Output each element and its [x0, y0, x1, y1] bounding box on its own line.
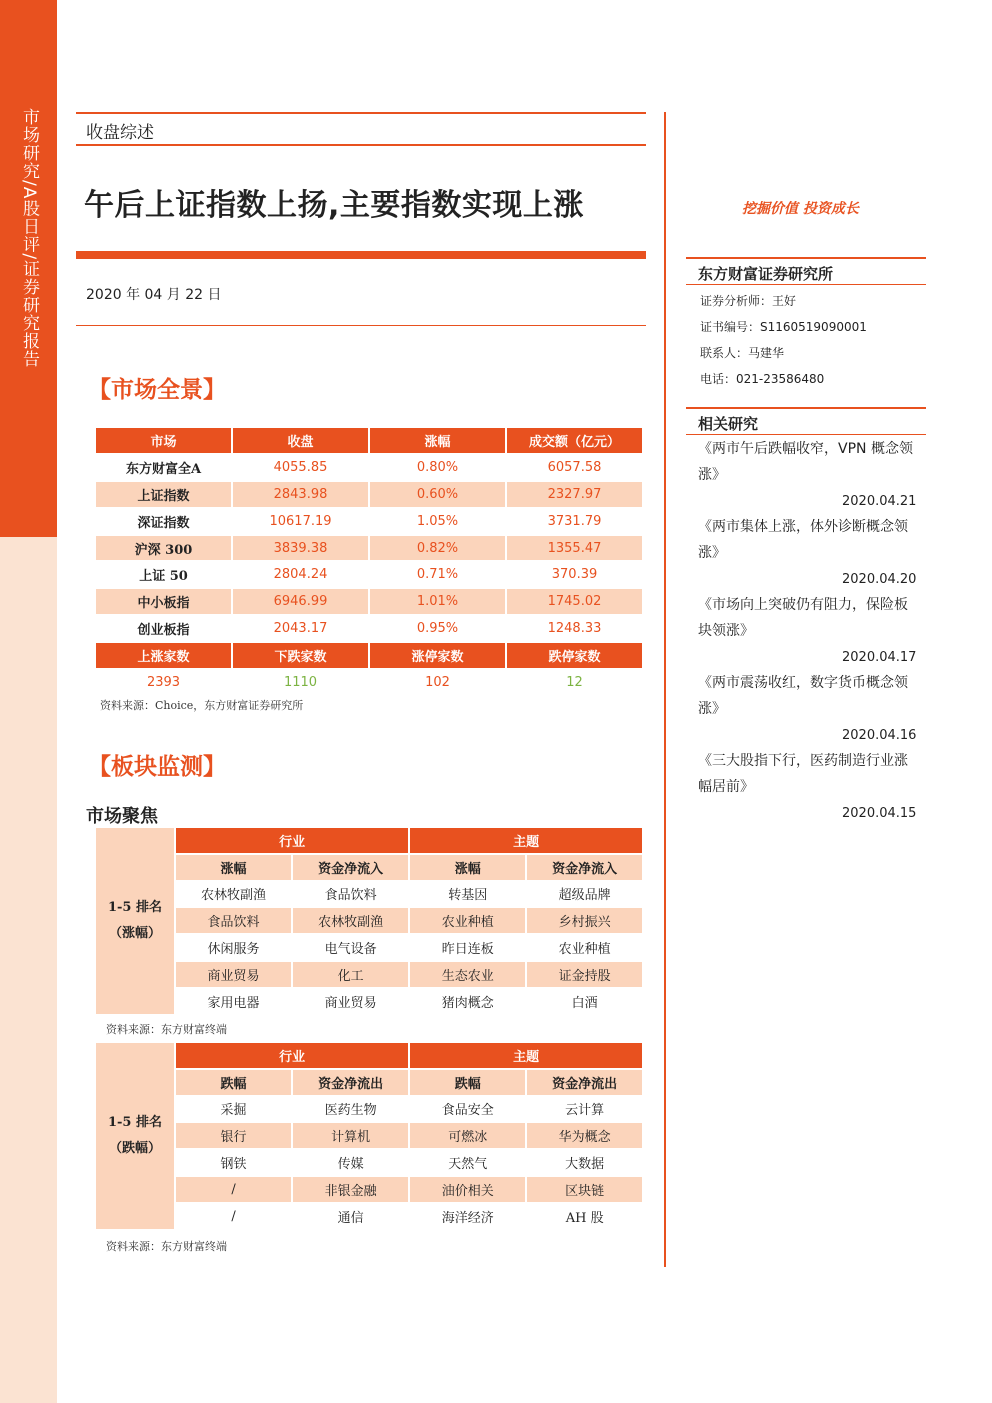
- related-report-date: 2020.04.16: [842, 728, 917, 743]
- slogan: 挖掘价值 投资成长: [742, 201, 859, 217]
- header-top-rule: [76, 112, 646, 114]
- decliners-count: 1110: [283, 674, 318, 690]
- table-cell: 医药生物: [324, 1103, 377, 1119]
- header-category-rule: [76, 144, 646, 146]
- subheader-cell: 资金净流入: [527, 855, 642, 880]
- index-name: 东方财富全A: [125, 461, 202, 477]
- table-cell: 家用电器: [207, 995, 260, 1011]
- table-cell: 商业贸易: [176, 962, 291, 987]
- phone: 电话：021-23586480: [700, 372, 825, 386]
- table-cell: 白酒: [571, 995, 598, 1011]
- table-cell: 大数据: [565, 1157, 605, 1173]
- subheader-cell: 涨幅: [176, 855, 291, 880]
- group-header-industry: 行业: [176, 828, 408, 853]
- advancers-count: 2393: [146, 674, 181, 690]
- contact: 联系人：马建华: [700, 346, 785, 360]
- stat-header: 涨停家数: [370, 643, 505, 668]
- index-volume: 3731.79: [547, 513, 602, 529]
- sector-monitor-title: 【板块监测】: [88, 753, 226, 780]
- table-cell: 天然气: [448, 1157, 488, 1173]
- table-cell: 化工: [293, 962, 408, 987]
- header-cell: 成交额（亿元）: [507, 428, 642, 453]
- column-divider: [664, 112, 666, 1267]
- table-cell: 采掘: [220, 1103, 247, 1119]
- table-row: [96, 1204, 642, 1229]
- related-report-link[interactable]: 《市场向上突破仍有阻力，保险板块领涨》: [698, 597, 908, 639]
- limit-down-count: 12: [566, 674, 583, 690]
- rank-label-sub: （跌幅）: [108, 1140, 161, 1156]
- table-row: [96, 989, 642, 1014]
- table-cell: 农业种植: [558, 942, 611, 958]
- table-cell: /: [231, 1208, 236, 1224]
- index-change: 0.82%: [370, 536, 505, 561]
- table-row: [96, 962, 642, 987]
- index-name: 深证指数: [137, 515, 190, 531]
- related-bottom-rule: [686, 434, 926, 435]
- index-volume: 1248.33: [547, 621, 602, 637]
- table-header-row: [96, 428, 642, 453]
- index-change: 1.05%: [416, 513, 459, 529]
- report-title: 午后上证指数上扬,主要指数实现上涨: [84, 188, 584, 223]
- table-cell: 华为概念: [527, 1123, 642, 1148]
- index-close: 4055.85: [273, 459, 328, 475]
- related-report-link[interactable]: 《两市集体上涨，体外诊断概念领涨》: [698, 519, 908, 561]
- table-cell: 食品饮料: [324, 888, 377, 904]
- table-cell: 超级品牌: [558, 888, 611, 904]
- index-volume: 1355.47: [507, 536, 642, 561]
- sector-gainers-table: [94, 826, 644, 1016]
- subheader-cell: 跌幅: [176, 1070, 291, 1095]
- index-close: 2043.17: [273, 621, 328, 637]
- related-report-date: 2020.04.17: [842, 650, 917, 665]
- rank-label-cell: [96, 828, 174, 1014]
- index-name: 中小板指: [96, 589, 231, 614]
- table-row: [96, 1097, 642, 1122]
- cert-number: 证书编号：S1160519090001: [700, 320, 867, 334]
- group-header-theme: 主题: [410, 828, 642, 853]
- table-cell: AH 股: [565, 1210, 604, 1226]
- table-row: [96, 482, 642, 507]
- subheader-cell: 资金净流入: [293, 855, 408, 880]
- table-cell: 休闲服务: [207, 942, 260, 958]
- table-row: [96, 908, 642, 933]
- index-name: 上证指数: [96, 482, 231, 507]
- related-report-link[interactable]: 《三大股指下行，医药制造行业涨幅居前》: [698, 753, 908, 795]
- related-title: 相关研究: [698, 415, 759, 433]
- stat-header: 下跌家数: [233, 643, 368, 668]
- related-report-link[interactable]: 《两市震荡收红，数字货币概念领涨》: [698, 675, 908, 717]
- table-cell: 乡村振兴: [527, 908, 642, 933]
- table-row: [96, 562, 642, 587]
- related-report-date: 2020.04.20: [842, 572, 917, 587]
- table-row: [96, 455, 642, 480]
- table-cell: 食品饮料: [176, 908, 291, 933]
- sidebar-accent: [0, 0, 57, 537]
- rank-label: 1-5 排名: [107, 899, 162, 915]
- index-name: 上证 50: [139, 569, 188, 585]
- table-row: [96, 935, 642, 960]
- index-volume: 6057.58: [547, 459, 602, 475]
- org-bottom-rule: [686, 284, 926, 285]
- table-cell: 钢铁: [220, 1157, 247, 1173]
- index-volume: 2327.97: [507, 482, 642, 507]
- table-cell: 农业种植: [410, 908, 525, 933]
- table-cell: 传媒: [337, 1157, 364, 1173]
- stat-header-row: [96, 643, 642, 668]
- table-row: [96, 1150, 642, 1175]
- group-header-theme: 主题: [410, 1043, 642, 1068]
- index-name: 创业板指: [137, 623, 190, 639]
- table-cell: 云计算: [565, 1103, 605, 1119]
- index-name: 沪深 300: [96, 536, 231, 561]
- market-overview-title: 【市场全景】: [88, 376, 226, 403]
- table-cell: 可燃冰: [410, 1123, 525, 1148]
- org-top-rule: [686, 257, 926, 259]
- table-row: [96, 882, 642, 907]
- table-cell: 计算机: [293, 1123, 408, 1148]
- subheader-cell: 跌幅: [410, 1070, 525, 1095]
- index-change: 0.60%: [370, 482, 505, 507]
- related-report-date: 2020.04.15: [842, 806, 917, 821]
- report-category: 收盘综述: [86, 123, 154, 143]
- related-report-date: 2020.04.21: [842, 494, 917, 509]
- stat-header: 跌停家数: [507, 643, 642, 668]
- table-cell: 通信: [337, 1210, 364, 1226]
- table-cell: 商业贸易: [324, 995, 377, 1011]
- source-note: 资料来源：Choice，东方财富证券研究所: [100, 699, 304, 712]
- header-cell: 收盘: [233, 428, 368, 453]
- table-cell: 生态农业: [410, 962, 525, 987]
- rank-label: 1-5 排名: [107, 1114, 162, 1130]
- table-cell: 油价相关: [410, 1177, 525, 1202]
- table-cell: 昨日连板: [441, 942, 494, 958]
- analyst: 证券分析师：王好: [700, 294, 797, 308]
- index-close: 10617.19: [269, 513, 332, 529]
- table-cell: /: [176, 1177, 291, 1202]
- stat-header: 上涨家数: [96, 643, 231, 668]
- index-change: 0.71%: [416, 567, 459, 583]
- index-close: 2843.98: [233, 482, 368, 507]
- rank-label-cell: [96, 1043, 174, 1229]
- table-cell: 农林牧副渔: [201, 888, 267, 904]
- stat-value-row: [96, 670, 642, 695]
- source-note: 资料来源：东方财富终端: [106, 1023, 227, 1036]
- table-row: [96, 1123, 642, 1148]
- sector-losers-table: [94, 1041, 644, 1231]
- header-cell: 涨幅: [370, 428, 505, 453]
- table-cell: 海洋经济: [441, 1210, 494, 1226]
- table-cell: 农林牧副渔: [293, 908, 408, 933]
- market-overview-table: [94, 426, 644, 697]
- table-row: [96, 509, 642, 534]
- table-cell: 猪肉概念: [441, 995, 494, 1011]
- index-close: 2804.24: [273, 567, 328, 583]
- index-volume: 370.39: [551, 567, 598, 583]
- subheader-cell: 资金净流出: [293, 1070, 408, 1095]
- table-cell: 非银金融: [293, 1177, 408, 1202]
- index-close: 3839.38: [233, 536, 368, 561]
- table-cell: 银行: [176, 1123, 291, 1148]
- index-change: 1.01%: [370, 589, 505, 614]
- sidebar: [0, 0, 57, 1403]
- table-row: [96, 589, 642, 614]
- rank-label-sub: （涨幅）: [108, 925, 161, 941]
- title-thick-rule: [76, 251, 646, 259]
- group-header-industry: 行业: [176, 1043, 408, 1068]
- limit-up-count: 102: [425, 674, 450, 690]
- related-report-link[interactable]: 《两市午后跌幅收窄，VPN 概念领涨》: [698, 441, 913, 483]
- table-cell: 电气设备: [324, 942, 377, 958]
- table-row: [96, 616, 642, 641]
- index-volume: 1745.02: [507, 589, 642, 614]
- org-name: 东方财富证券研究所: [698, 265, 834, 283]
- table-cell: 区块链: [527, 1177, 642, 1202]
- index-change: 0.95%: [416, 621, 459, 637]
- table-row: [96, 1177, 642, 1202]
- index-change: 0.80%: [416, 459, 459, 475]
- table-cell: 证金持股: [527, 962, 642, 987]
- report-date: 2020 年 04 月 22 日: [86, 287, 222, 303]
- related-top-rule: [686, 407, 926, 409]
- date-rule: [76, 325, 646, 326]
- source-note: 资料来源：东方财富终端: [106, 1240, 227, 1253]
- market-focus-subtitle: 市场聚焦: [86, 806, 158, 827]
- sidebar-label: 市场研究/A股日评/证券研究报告: [19, 108, 39, 369]
- subheader-cell: 涨幅: [410, 855, 525, 880]
- subheader-cell: 资金净流出: [527, 1070, 642, 1095]
- table-cell: 食品安全: [441, 1103, 494, 1119]
- index-close: 6946.99: [233, 589, 368, 614]
- table-cell: 转基因: [448, 888, 488, 904]
- header-cell: 市场: [96, 428, 231, 453]
- table-row: [96, 536, 642, 561]
